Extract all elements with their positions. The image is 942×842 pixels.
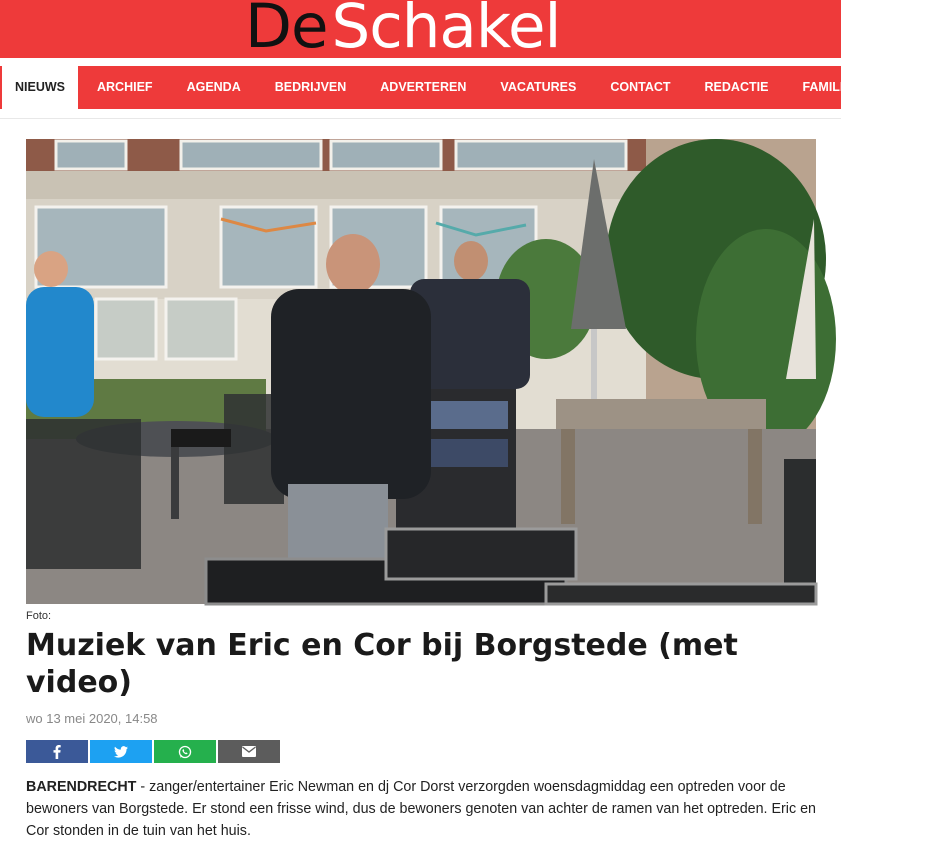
nav-item-adverteren[interactable]: ADVERTEREN [380, 80, 467, 94]
nav-item-nieuws[interactable]: NIEUWS [2, 66, 78, 109]
whatsapp-icon [178, 745, 192, 759]
share-email-button[interactable] [218, 740, 280, 763]
logo-schakel: Schakel [331, 0, 561, 62]
intro-place: BARENDRECHT [26, 779, 137, 795]
article-photo-illustration [26, 139, 816, 604]
nav-item-familieberichten[interactable]: FAMILIEBERICHTEN [802, 80, 925, 94]
article-date: wo 13 mei 2020, 14:58 [26, 711, 158, 726]
main-navigation [0, 66, 925, 109]
article-intro [26, 776, 816, 842]
facebook-icon [53, 745, 61, 759]
twitter-icon [114, 746, 128, 758]
article-title: Muziek van Eric en Cor bij Borgstede (met video) [26, 628, 738, 700]
nav-item-bedrijven[interactable]: BEDRIJVEN [274, 80, 347, 94]
article-photo[interactable] [26, 139, 816, 604]
logo-de: De [245, 0, 328, 62]
nav-item-vacatures[interactable]: VACATURES [500, 80, 577, 94]
nav-item-agenda[interactable]: AGENDA [186, 80, 241, 94]
nav-item-contact[interactable]: CONTACT [610, 80, 671, 94]
photo-caption: Foto: [26, 610, 52, 622]
header-divider [0, 118, 841, 119]
share-twitter-button[interactable] [90, 740, 152, 763]
share-bar [26, 740, 280, 763]
share-facebook-button[interactable] [26, 740, 88, 763]
share-whatsapp-button[interactable] [154, 740, 216, 763]
envelope-icon [242, 746, 256, 757]
site-logo[interactable] [245, 0, 560, 63]
nav-item-redactie[interactable]: REDACTIE [704, 80, 769, 94]
masthead [0, 0, 841, 62]
intro-text: - zanger/entertainer Eric Newman en dj Cor Dorst verzorgden woensdagmiddag een optreden voor de bewoners van Borgstede. Er stond een frisse wind, dus de bewoners genoten van achter de ramen van het optreden. Eric en Cor stonden in de tuin van het huis. [26, 779, 816, 839]
nav-item-archief[interactable]: ARCHIEF [97, 80, 153, 94]
